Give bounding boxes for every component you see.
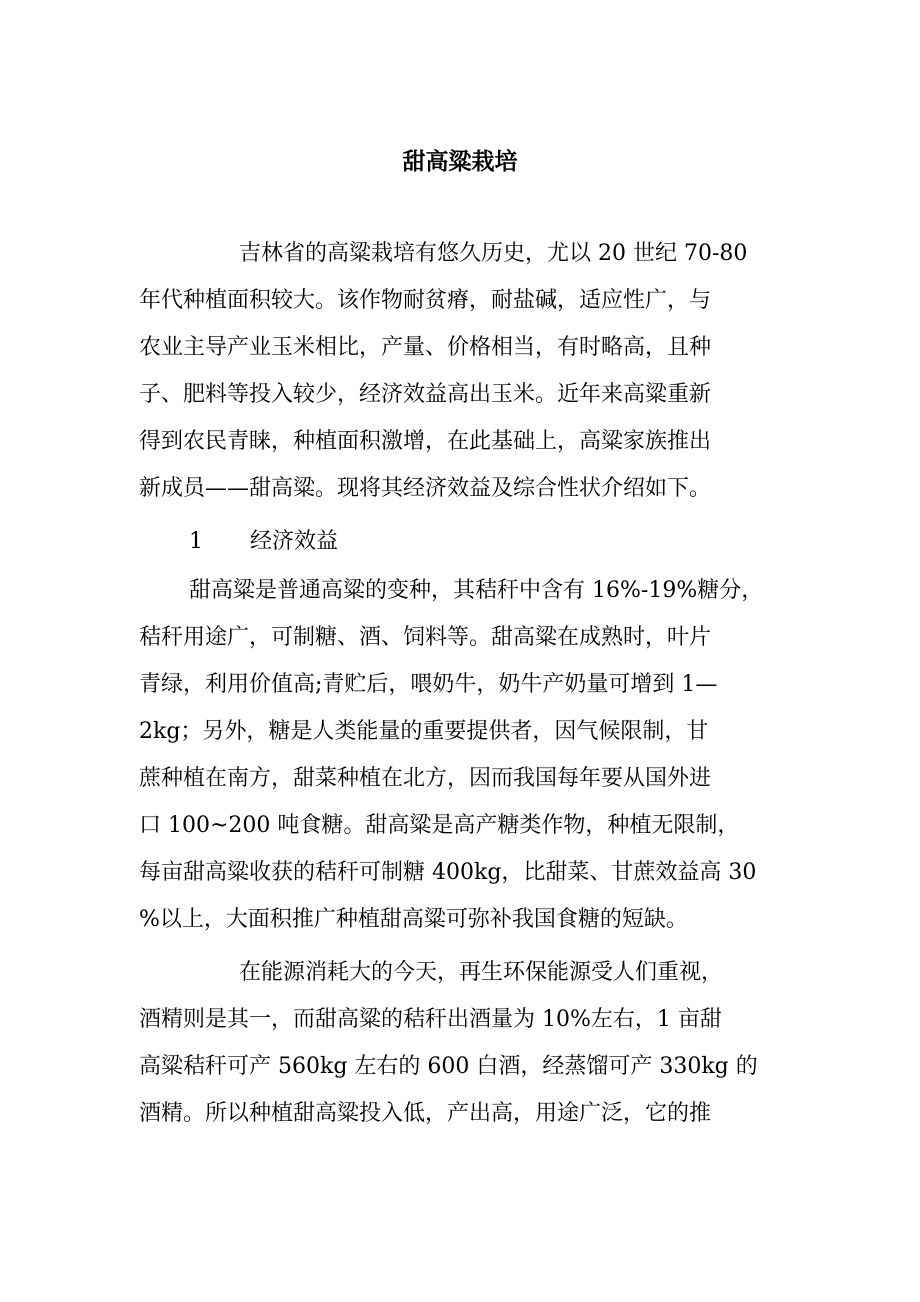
line-text: 每亩甜高粱收获的秸秆可制糖 400kg，比甜菜、甘蔗效益高 30: [139, 860, 757, 885]
line-text: 青绿，利用价值高;青贮后，喂奶牛，奶牛产奶量可增到 1—: [139, 672, 718, 697]
line-text: 秸秆用途广，可制糖、酒、饲料等。甜高粱在成熟时，叶片: [139, 625, 712, 650]
line-text: 高粱秸秆可产 560kg 左右的 600 白酒，经蒸馏可产 330kg 的: [139, 1054, 758, 1079]
line-text: 蔗种植在南方，甜菜种植在北方，因而我国每年要从国外进: [139, 766, 712, 791]
line-text: 酒精。所以种植甜高粱投入低，产出高，用途广泛，它的推: [139, 1101, 712, 1126]
line-text: 年代种植面积较大。该作物耐贫瘠，耐盐碱，适应性广，与: [139, 288, 712, 313]
line-text: 吉林省的高粱栽培有悠久历史，尤以 20 世纪 70-80: [239, 241, 748, 266]
line-text: 农业主导产业玉米相比，产量、价格相当，有时略高，且种: [139, 335, 712, 360]
line-text: 新成员——甜高粱。现将其经济效益及综合性状介绍如下。: [139, 476, 712, 501]
line-text: 酒精则是其一，而甜高粱的秸秆出酒量为 10%左右，1 亩甜: [139, 1007, 722, 1032]
line-text: 2kg；另外，糖是人类能量的重要提供者，因气候限制，甘: [139, 719, 709, 744]
section-title: 经济效益: [250, 529, 339, 554]
line-text: 在能源消耗大的今天，再生环保能源受人们重视，: [239, 960, 724, 985]
line-text: %以上，大面积推广种植甜高粱可弥补我国食糖的短缺。: [139, 907, 688, 932]
document-title: 甜高粱栽培: [402, 149, 518, 175]
line-text: 口 100~200 吨食糖。甜高粱是高产糖类作物，种植无限制，: [139, 813, 740, 838]
line-text: 子、肥料等投入较少，经济效益高出玉米。近年来高粱重新: [139, 382, 712, 407]
line-text: 甜高粱是普通高粱的变种，其秸秆中含有 16%-19%糖分，: [189, 578, 764, 603]
line-text: 得到农民青睐，种植面积激增，在此基础上，高粱家族推出: [139, 429, 712, 454]
section-number: 1: [189, 529, 203, 554]
